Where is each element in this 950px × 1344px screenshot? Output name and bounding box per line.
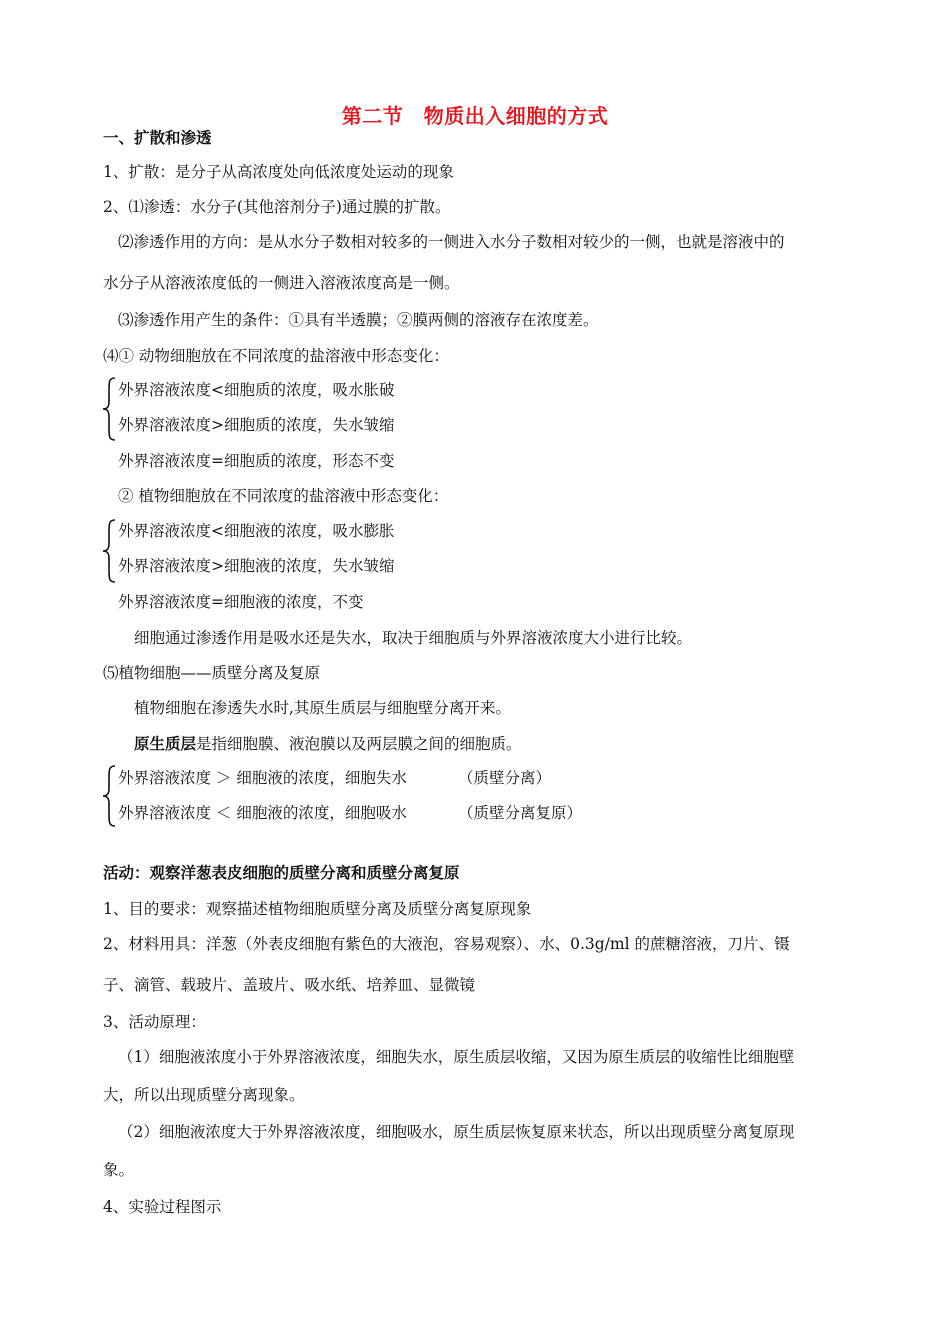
brace-icon xyxy=(101,764,117,828)
section-heading-diffusion: 一、扩散和渗透 xyxy=(103,129,212,147)
line-recovery-condition: 外界溶液浓度 ＜ 细胞液的浓度，细胞吸水 xyxy=(118,804,407,822)
line-materials: 2、材料用具：洋葱（外表皮细胞有紫色的大液泡，容易观察）、水、0.3g/ml 的蔗糖溶液，刀片、镊 xyxy=(103,935,790,953)
line-objective: 1、目的要求：观察描述植物细胞质壁分离及质壁分离复原现象 xyxy=(103,900,532,918)
line-osmosis-direction-cont: 水分子从溶液浓度低的一侧进入溶液浓度高是一侧。 xyxy=(103,274,460,292)
line-plant-hypotonic: 外界溶液浓度<细胞液的浓度，吸水膨胀 xyxy=(118,522,395,540)
brace-icon xyxy=(101,518,117,584)
line-plant-cell: ② 植物细胞放在不同浓度的盐溶液中形态变化： xyxy=(118,487,449,505)
line-osmosis: 2、⑴渗透：水分子(其他溶剂分子)通过膜的扩散。 xyxy=(103,198,451,216)
line-osmosis-conditions: ⑶渗透作用产生的条件：①具有半透膜；②膜两侧的溶液存在浓度差。 xyxy=(118,311,599,329)
label-recovery: （质壁分离复原） xyxy=(458,804,583,822)
line-plant-hypertonic: 外界溶液浓度>细胞液的浓度，失水皱缩 xyxy=(118,557,395,575)
line-osmosis-direction: ⑵渗透作用的方向：是从水分子数相对较多的一侧进入水分子数相对较少的一侧，也就是溶液中的 xyxy=(118,233,785,251)
line-principle-1-cont: 大，所以出现质壁分离现象。 xyxy=(103,1086,305,1104)
line-materials-cont: 子、滴管、载玻片、盖玻片、吸水纸、培养皿、显微镜 xyxy=(103,976,476,994)
line-protoplast: 原生质层是指细胞膜、液泡膜以及两层膜之间的细胞质。 xyxy=(134,734,522,753)
page-title: 第二节 物质出入细胞的方式 xyxy=(341,104,609,128)
line-osmosis-summary: 细胞通过渗透作用是吸水还是失水，取决于细胞质与外界溶液浓度大小进行比较。 xyxy=(134,629,693,647)
line-plasmolysis: ⑸植物细胞——质壁分离及复原 xyxy=(103,664,321,682)
line-animal-cell: ⑷① 动物细胞放在不同浓度的盐溶液中形态变化： xyxy=(103,347,449,365)
brace-icon xyxy=(101,376,117,442)
line-plasmolysis-condition: 外界溶液浓度 ＞ 细胞液的浓度，细胞失水 xyxy=(118,769,407,787)
line-plant-isotonic: 外界溶液浓度=细胞液的浓度，不变 xyxy=(118,593,364,611)
label-plasmolysis: （质壁分离） xyxy=(458,769,552,787)
line-principle: 3、活动原理： xyxy=(103,1013,206,1031)
line-plasmolysis-desc: 植物细胞在渗透失水时,其原生质层与细胞壁分离开来。 xyxy=(134,699,511,717)
line-procedure-diagram: 4、实验过程图示 xyxy=(103,1198,222,1216)
line-animal-hypertonic: 外界溶液浓度>细胞质的浓度，失水皱缩 xyxy=(118,416,395,434)
term-protoplast: 原生质层 xyxy=(134,734,197,753)
line-principle-2: （2）细胞液浓度大于外界溶液浓度，细胞吸水，原生质层恢复原来状态，所以出现质壁分离复原现 xyxy=(118,1123,795,1141)
line-diffusion: 1、扩散：是分子从高浓度处向低浓度处运动的现象 xyxy=(103,163,454,181)
section-heading-activity: 活动：观察洋葱表皮细胞的质壁分离和质壁分离复原 xyxy=(103,864,460,882)
line-principle-1: （1）细胞液浓度小于外界溶液浓度，细胞失水，原生质层收缩，又因为原生质层的收缩性比细胞壁 xyxy=(118,1048,795,1066)
line-animal-isotonic: 外界溶液浓度=细胞质的浓度，形态不变 xyxy=(118,452,395,470)
line-animal-hypotonic: 外界溶液浓度<细胞质的浓度，吸水胀破 xyxy=(118,381,395,399)
line-principle-2-cont: 象。 xyxy=(103,1161,135,1179)
